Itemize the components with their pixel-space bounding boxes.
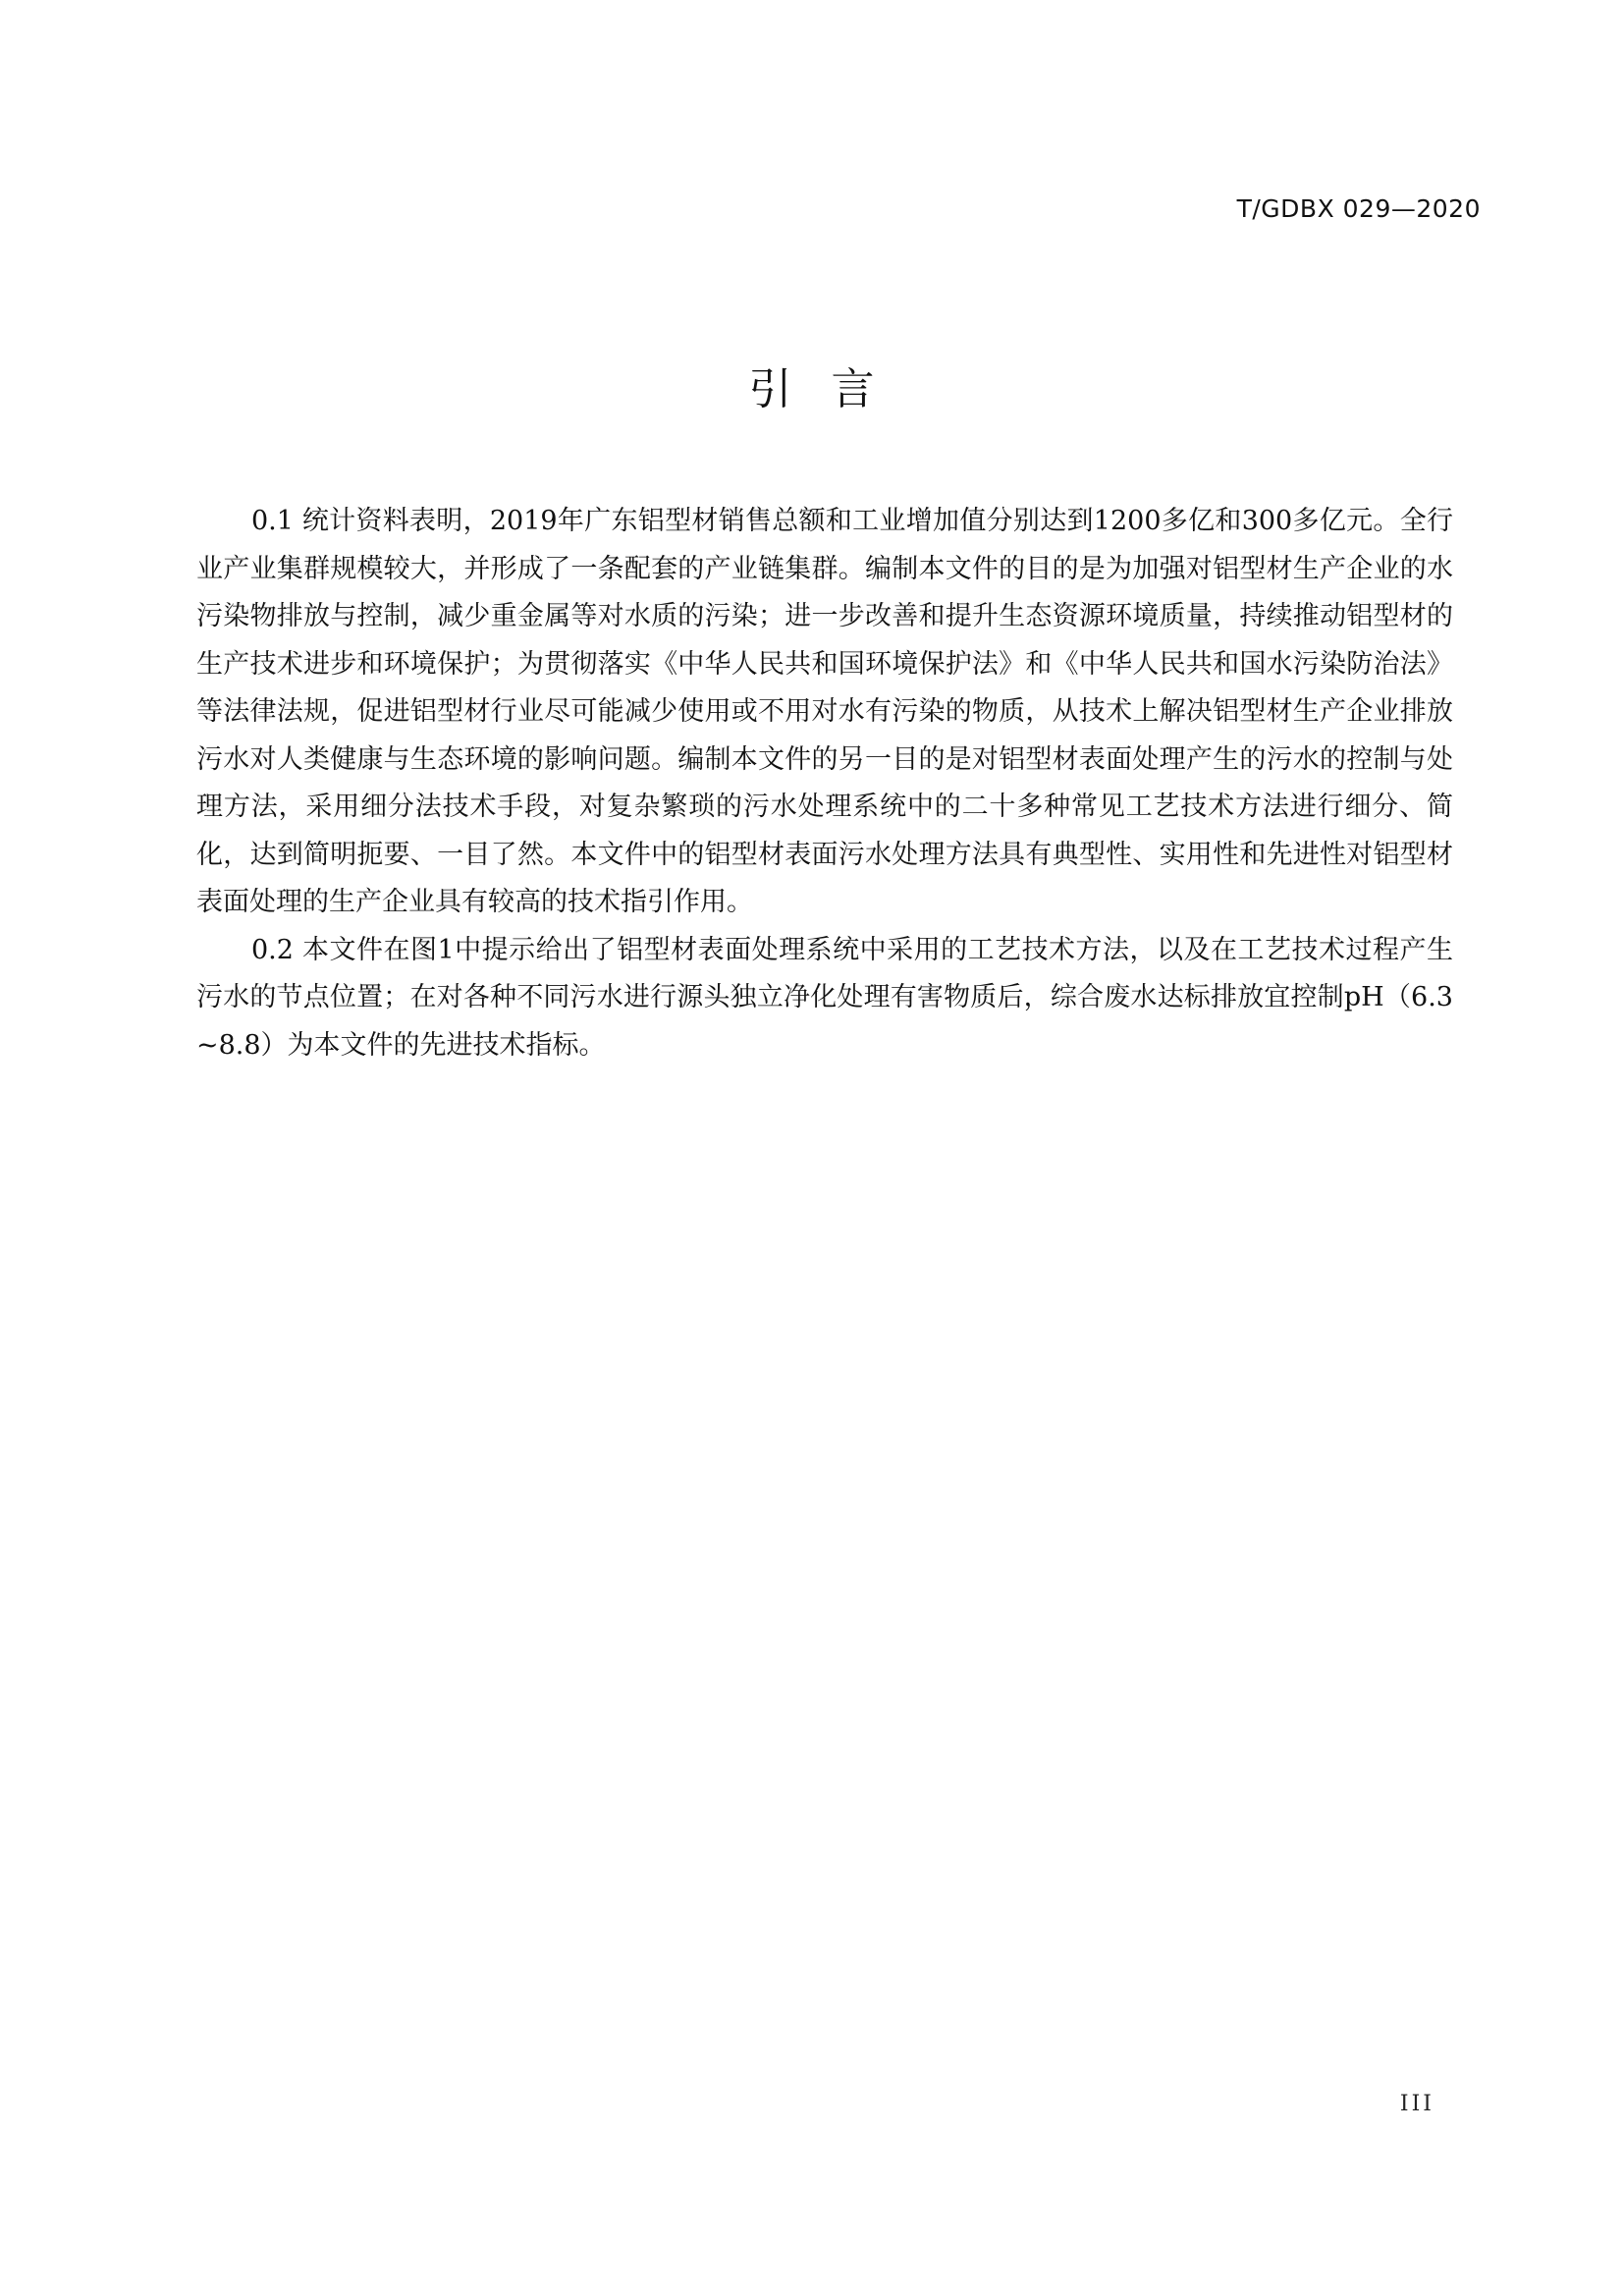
paragraph-0-1: 0.1 统计资料表明，2019年广东铝型材销售总额和工业增加值分别达到1200多亿和300多亿元。全行业产业集群规模较大，并形成了一条配套的产业链集群。编制本文件的目的是为加强对铝型材生产企业的水污染物排放与控制，减少重金属等对水质的污染；进一步改善和提升生态资源环境质量，持续推动铝型材的生产技术进步和环境保护；为贯彻落实《中华人民共和国环境保护法》和《中华人民共和国水污染防治法》等法律法规，促进铝型材行业尽可能减少使用或不用对水有污染的物质，从技术上解决铝型材生产企业排放污水对人类健康与生态环境的影响问题。编制本文件的另一目的是对铝型材表面处理产生的污水的控制与处理方法，采用细分法技术手段，对复杂繁琐的污水处理系统中的二十多种常见工艺技术方法进行细分、简化，达到简明扼要、一目了然。本文件中的铝型材表面污水处理方法具有典型性、实用性和先进性对铝型材表面处理的生产企业具有较高的技术指引作用。 [196,506,1453,917]
page-title: 引言 [748,364,914,414]
page-number: III [1399,2092,1434,2116]
body-text [196,498,1453,1069]
document-code: T/GDBX 029—2020 [1236,194,1481,223]
paragraph-0-2: 0.2 本文件在图1中提示给出了铝型材表面处理系统中采用的工艺技术方法，以及在工艺技术过程产生污水的节点位置；在对各种不同污水进行源头独立净化处理有害物质后，综合废水达标排放宜控制pH（6.3~8.8）为本文件的先进技术指标。 [196,934,1453,1061]
